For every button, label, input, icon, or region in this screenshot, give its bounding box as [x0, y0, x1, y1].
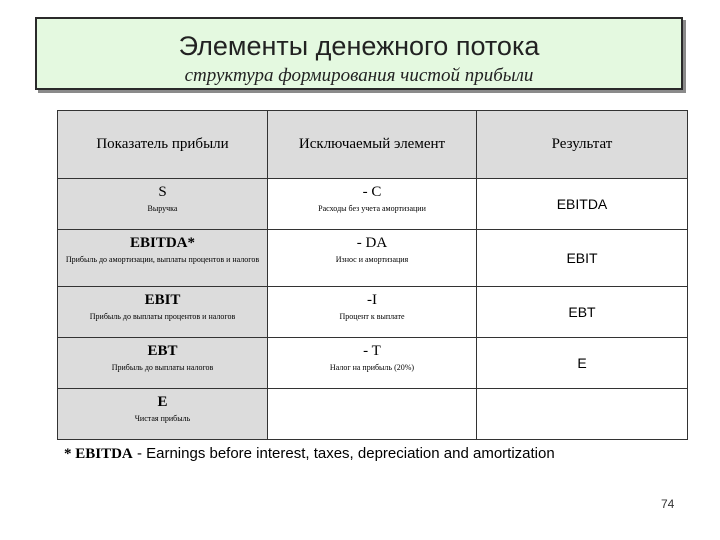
indicator-value: EBIT: [144, 292, 181, 308]
header-excluded: Исключаемый элемент: [268, 111, 477, 179]
cash-flow-table: [57, 110, 688, 440]
excluded-value: - DA: [356, 235, 388, 251]
excluded-value: - T: [363, 343, 381, 359]
excluded-cell: [268, 389, 477, 440]
table-row: [58, 389, 688, 440]
indicator-desc: Прибыль до выплаты налогов: [111, 363, 214, 372]
indicator-cell: [58, 179, 268, 230]
excluded-cell: [268, 338, 477, 389]
result-cell: E: [477, 338, 688, 389]
indicator-desc: Выручка: [147, 204, 178, 213]
result-cell: [477, 389, 688, 440]
result-cell: EBIT: [477, 230, 688, 287]
result-cell: EBT: [477, 287, 688, 338]
table-header-row: [58, 111, 688, 179]
excluded-cell: [268, 287, 477, 338]
excluded-desc: Процент к выплате: [339, 312, 405, 321]
indicator-desc: Прибыль до амортизации, выплаты процентов и налогов: [65, 255, 260, 264]
indicator-cell: [58, 389, 268, 440]
indicator-value: EBT: [147, 343, 178, 359]
footnote-text: - Earnings before interest, taxes, depreciation and amortization: [132, 445, 555, 462]
indicator-value: EBITDA*: [129, 235, 196, 251]
excluded-desc: Износ и амортизация: [335, 255, 409, 264]
indicator-value: E: [157, 394, 168, 410]
footnote: [64, 445, 555, 463]
excluded-value: - C: [362, 184, 382, 200]
indicator-cell: [58, 338, 268, 389]
table-row: [58, 338, 688, 389]
indicator-desc: Прибыль до выплаты процентов и налогов: [89, 312, 236, 321]
indicator-cell: [58, 287, 268, 338]
page-subtitle: структура формирования чистой прибыли: [184, 65, 534, 86]
result-cell: EBITDA: [477, 179, 688, 230]
page-number: 74: [661, 497, 675, 511]
excluded-cell: [268, 230, 477, 287]
indicator-value: S: [158, 184, 167, 200]
indicator-desc: Чистая прибыль: [134, 414, 191, 423]
table-row: [58, 179, 688, 230]
excluded-value: -I: [367, 292, 377, 308]
header-result: Результат: [477, 111, 688, 179]
excluded-desc: Налог на прибыль (20%): [329, 363, 415, 372]
footnote-term: * EBITDA: [64, 446, 133, 462]
table-row: [58, 287, 688, 338]
header-indicator: Показатель прибыли: [58, 111, 268, 179]
excluded-desc: Расходы без учета амортизации: [318, 204, 426, 213]
title-box: [35, 17, 683, 90]
table-row: [58, 230, 688, 287]
page-title: Элементы денежного потока: [178, 31, 540, 61]
excluded-cell: [268, 179, 477, 230]
indicator-cell: [58, 230, 268, 287]
